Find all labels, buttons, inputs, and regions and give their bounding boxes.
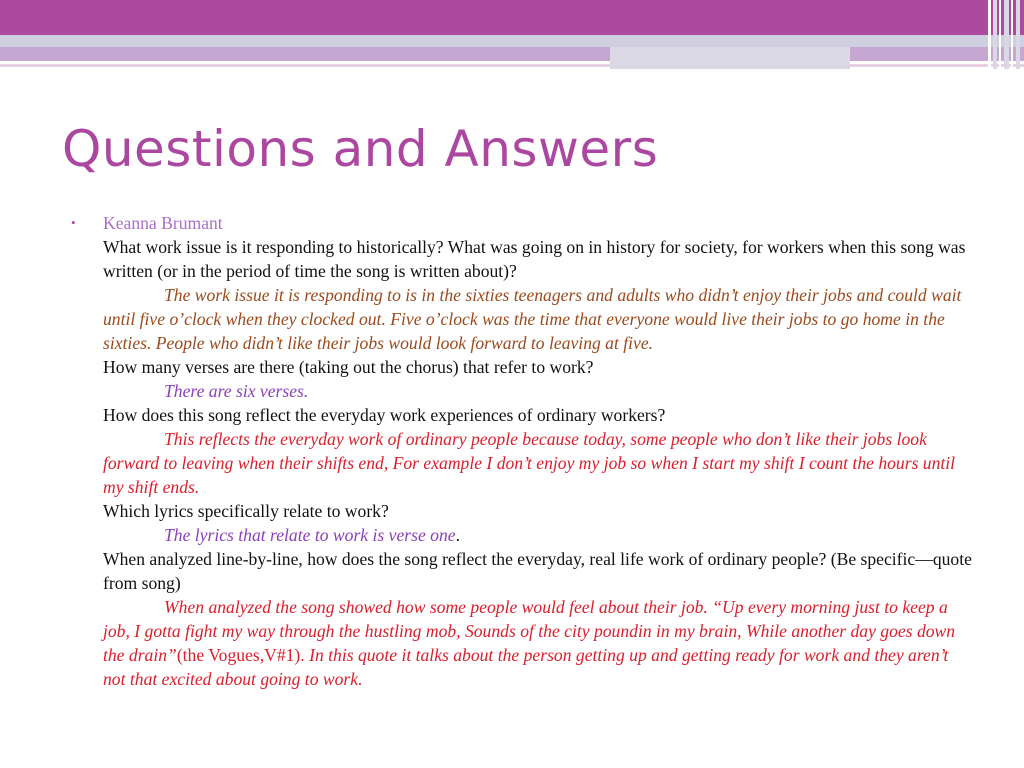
question-4: Which lyrics specifically relate to work? — [103, 501, 389, 521]
header-stripe — [1016, 0, 1020, 69]
question-3: How does this song reflect the everyday work experiences of ordinary workers? — [103, 405, 666, 425]
header-stripe — [999, 0, 1001, 69]
answer-5-quote: When analyzed the song showed how some people would feel about their job. “Up every morning just to keep a job, I gotta fight my way through the hustling mob, Sounds of the city poundin in my brain, While another day goes down the drain” — [103, 597, 956, 665]
answer-5 — [103, 595, 973, 691]
header-stripe — [993, 0, 997, 69]
header-band-light — [0, 35, 1024, 47]
question-2: How many verses are there (taking out the chorus) that refer to work? — [103, 357, 594, 377]
answer-4-text: The lyrics that relate to work is verse one — [164, 525, 456, 545]
bullet-icon: • — [71, 215, 76, 230]
author-name: Keanna Brumant — [103, 213, 223, 233]
header-stripe — [988, 0, 991, 69]
header-stripe — [1011, 0, 1013, 69]
slide-body — [71, 211, 973, 691]
header-band-lavender — [0, 47, 1024, 61]
header-stripe — [1004, 0, 1009, 69]
answer-2: There are six verses. — [164, 381, 309, 401]
question-5: When analyzed line-by-line, how does the song reflect the everyday, real life work of ordinary people? (Be specific—quote from song) — [103, 549, 972, 593]
answer-4-end: . — [455, 525, 460, 545]
header-band-line — [0, 64, 1024, 67]
answer-1-text: The work issue it is responding to is in the sixties teenagers and adults who didn’t enjoy their jobs and could wait until five o’clock when they clocked out. Five o’clock was the time that everyone would live their jobs to go home in the sixties. People who didn’t like their jobs would look forward to leaving at five. — [103, 285, 962, 353]
answer-1 — [103, 283, 973, 355]
answer-5-citation: (the Vogues,V#1). — [176, 645, 305, 665]
question-1: What work issue is it responding to historically? What was going on in history for society, for workers when this song was written (or in the period of time the song is written about)? — [103, 237, 966, 281]
answer-3-text: This reflects the everyday work of ordinary people because today, some people who don’t like their jobs look forward to leaving when their shifts end, For example I don’t enjoy my job so when I start my shift I count the hours until my shift ends. — [103, 429, 956, 497]
slide-title: Questions and Answers — [62, 120, 659, 178]
answer-4 — [103, 523, 973, 547]
header-band — [0, 0, 1024, 35]
answer-3 — [103, 427, 973, 499]
answer-5-explanation: In this quote it talks about the person getting up and getting ready for work and they aren’t not that excited about going to work. — [103, 645, 949, 689]
header-tab — [610, 47, 850, 69]
